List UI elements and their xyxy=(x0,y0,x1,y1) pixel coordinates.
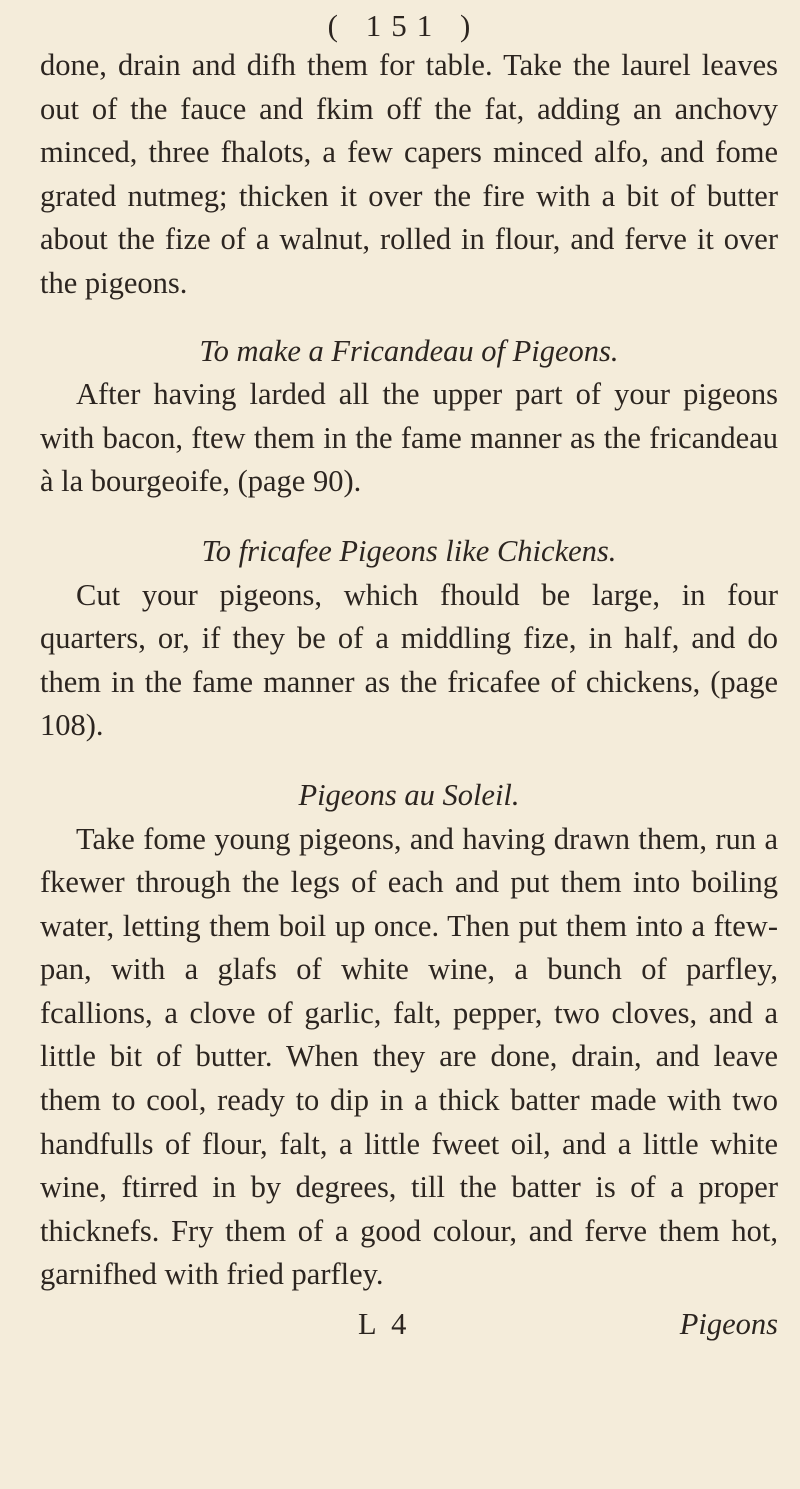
recipe-body: Take fome young pigeons, and having drawn them, run a fkewer through the legs of each and put them into boiling water, letting them boil up once. Then put them into a ftew-pan, with a glafs of white wine, a bunch of parfley, fcallions, a clove of garlic, falt, pepper, two cloves, and a little bit of butter. When they are done, drain, and leave them to cool, ready to dip in a thick batter made with two handfulls of flour, falt, a little fweet oil, and a little white wine, ftirred in by degrees, till the batter is of a proper thicknefs. Fry them of a good colour, and ferve them hot, garnifhed with fried parfley. xyxy=(40,821,778,1292)
catchword: Pigeons xyxy=(679,1307,778,1342)
recipe-fricandeau-of-pigeons xyxy=(40,330,778,504)
spacer xyxy=(40,306,778,330)
spacer xyxy=(40,504,778,530)
recipe-body: Cut your pigeons, which fhould be large, in four quarters, or, if they be of a middling fize, in half, and do them in the fame manner as the fricafee of chickens, (page 108). xyxy=(40,577,778,743)
recipe-fricafee-pigeons xyxy=(40,530,778,748)
opening-paragraph: done, drain and difh them for table. Take the laurel leaves out of the fauce and fkim off the fat, adding an anchovy minced, three fhalots, a few capers minced alfo, and fome grated nutmeg; thicken it over the fire with a bit of butter about the fize of a walnut, rolled in flour, and ferve it over the pigeons. xyxy=(40,48,778,300)
page-number: ( 151 ) xyxy=(327,8,481,43)
recipe-pigeons-au-soleil xyxy=(40,774,778,1297)
spacer xyxy=(40,748,778,774)
recipe-title: Pigeons au Soleil. xyxy=(298,777,520,812)
page-footer xyxy=(40,1303,778,1347)
recipe-title: To fricafee Pigeons like Chickens. xyxy=(201,533,617,568)
recipe-body: After having larded all the upper part of your pigeons with bacon, ftew them in the fame manner as the fricandeau à la bourgeoife, (page 90). xyxy=(40,377,778,499)
signature-mark: L 4 xyxy=(358,1307,411,1342)
recipe-title: To make a Fricandeau of Pigeons. xyxy=(199,333,619,368)
